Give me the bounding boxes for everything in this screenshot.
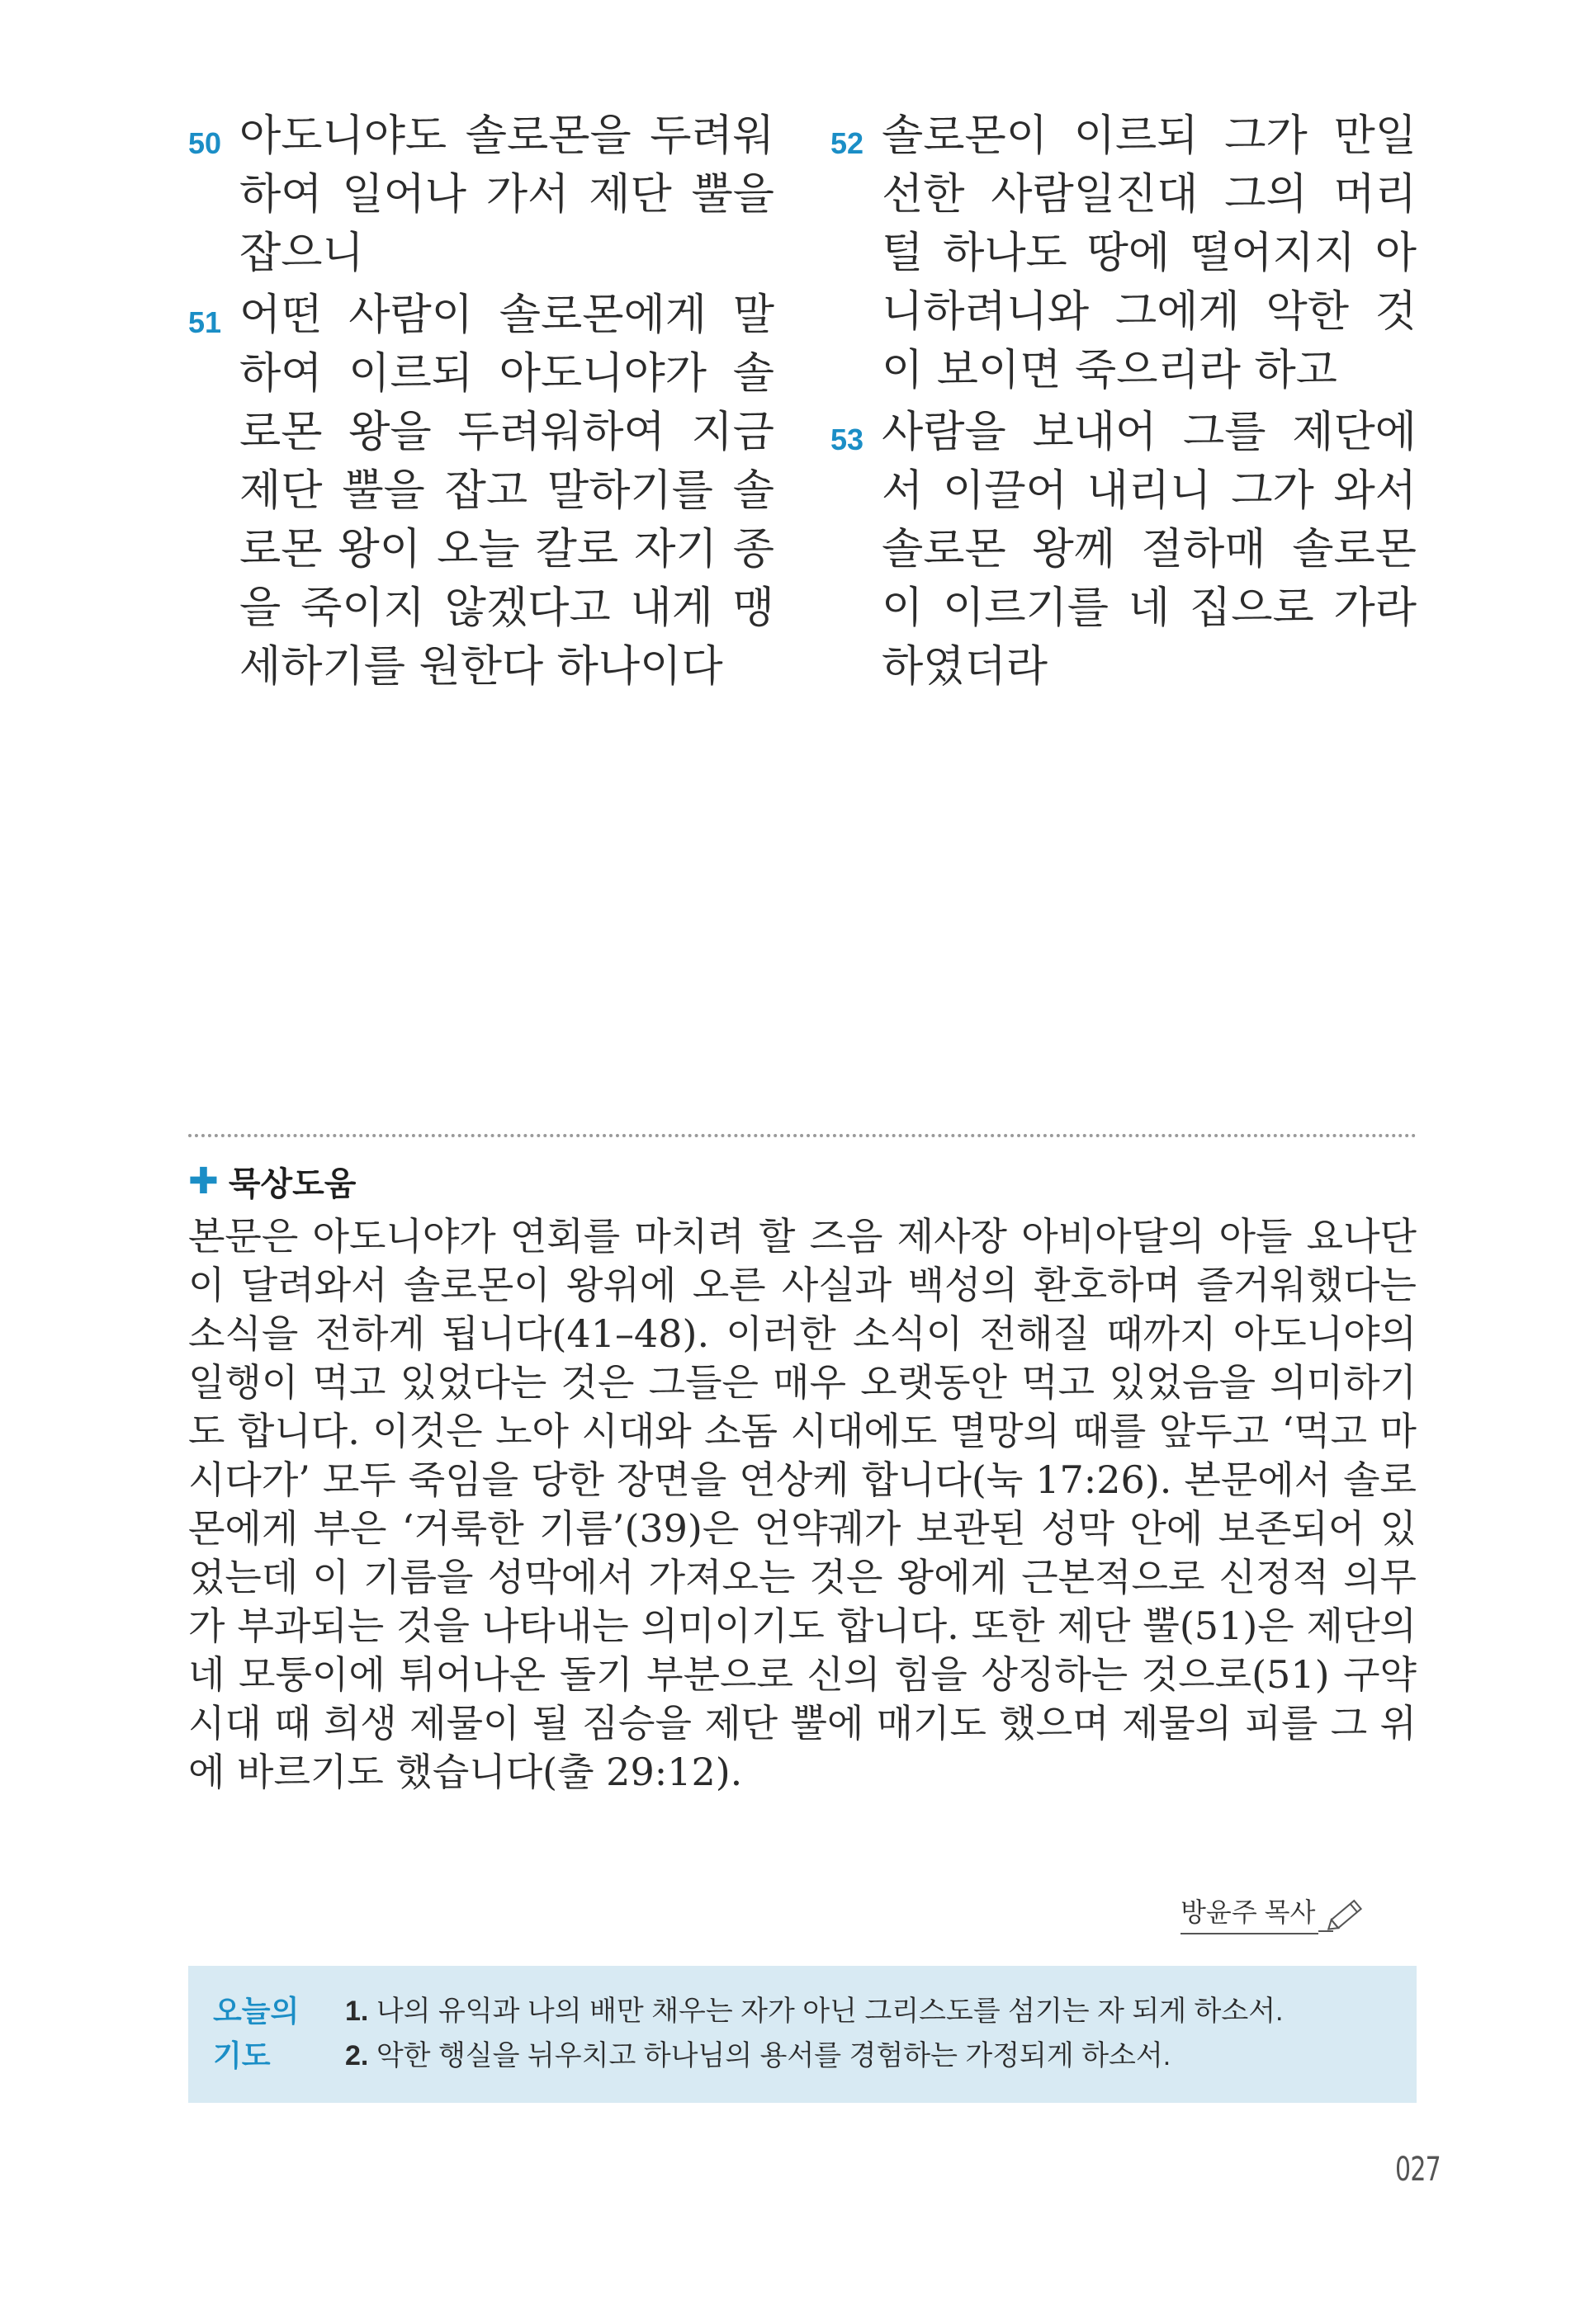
prayer-item-text: 악한 행실을 뉘우치고 하나님의 용서를 경험하는 가정되게 하소서. [376,2040,1171,2071]
page-number: 027 [1395,2151,1441,2189]
prayer-box [188,1966,1417,2103]
author-signature [1180,1890,1370,1934]
prayer-label-line1: 오늘의 [213,1994,300,2028]
verse-text: 솔로몬이 이르되 그가 만일 선한 사람일진대 그의 머리털 하나도 땅에 떨어지지 아니하려니와 그에게 악한 것이 보이면 죽으리라 하고 [882,111,1417,395]
prayer-label-line2: 기도 [213,2038,271,2072]
prayer-label [213,1989,299,2078]
verse-number: 50 [188,126,222,160]
prayer-item-number: 1. [345,1996,369,2027]
meditation-body: 본문은 아도니야가 연회를 마치려 할 즈음 제사장 아비아달의 아들 요나단이 달려와서 솔로몬이 왕위에 오른 사실과 백성의 환호하며 즐거워했다는 소식을 전하게 됩니다(41–48). 이러한 소식이 전해질 때까지 아도니야의 일행이 먹고 있었다는 것은 그들은 매우 오랫동안 먹고 있었음을 의미하기도 합니다. 이것은 노아 시대와 소돔 시대에도 멸망의 때를 앞두고 ‘먹고 마시다가’ 모두 죽임을 당한 장면을 연상케 합니다(눅 17:26). 본문에서 솔로몬에게 부은 ‘거룩한 기름’(39)은 언약궤가 보관된 성막 안에 보존되어 있었는데 이 기름을 성막에서 가져오는 것은 왕에게 근본적으로 신정적 의무가 부과되는 것을 나타내는 의미이기도 합니다. 또한 제단 뿔(51)은 제단의 네 모퉁이에 튀어나온 돌기 부분으로 신의 힘을 상징하는 것으로(51) 구약시대 때 희생 제물이 될 짐승을 제단 뿔에 매기도 했으며 제물의 피를 그 위에 바르기도 했습니다(출 29:12). [188,1214,1417,1794]
verse-50 [188,107,774,283]
prayer-item-number: 2. [345,2040,369,2071]
prayer-item [345,1989,1284,2034]
verse-51 [188,286,774,697]
verse-column-right [830,107,1417,697]
verse-number: 51 [188,305,222,339]
meditation-heading [188,1158,356,1205]
meditation-title: 묵상도움 [228,1166,357,1202]
prayer-item [345,2034,1284,2078]
verse-number: 52 [830,126,864,160]
author-name: 방윤주 목사 [1180,1892,1318,1934]
verse-52 [830,107,1417,400]
prayer-list [345,1989,1284,2078]
prayer-item-text: 나의 유익과 나의 배만 채우는 자가 아닌 그리스도를 섬기는 자 되게 하소서. [376,1996,1284,2027]
verse-text: 사람을 보내어 그를 제단에서 이끌어 내리니 그가 와서 솔로몬 왕께 절하매 솔로몬이 이르기를 네 집으로 가라 하였더라 [882,408,1417,692]
pencil-icon [1318,1890,1370,1934]
verse-text: 어떤 사람이 솔로몬에게 말하여 이르되 아도니야가 솔로몬 왕을 두려워하여 지금 제단 뿔을 잡고 말하기를 솔로몬 왕이 오늘 칼로 자기 종을 죽이지 않겠다고 내게 맹세하기를 원한다 하나이다 [239,290,774,692]
scripture-verses [188,107,1417,697]
plus-icon: ✚ [188,1160,219,1202]
section-divider [188,1134,1417,1137]
verse-53 [830,404,1417,697]
verse-number: 53 [830,423,864,456]
verse-text: 아도니야도 솔로몬을 두려워하여 일어나 가서 제단 뿔을 잡으니 [239,111,774,278]
verse-column-left [188,107,774,697]
